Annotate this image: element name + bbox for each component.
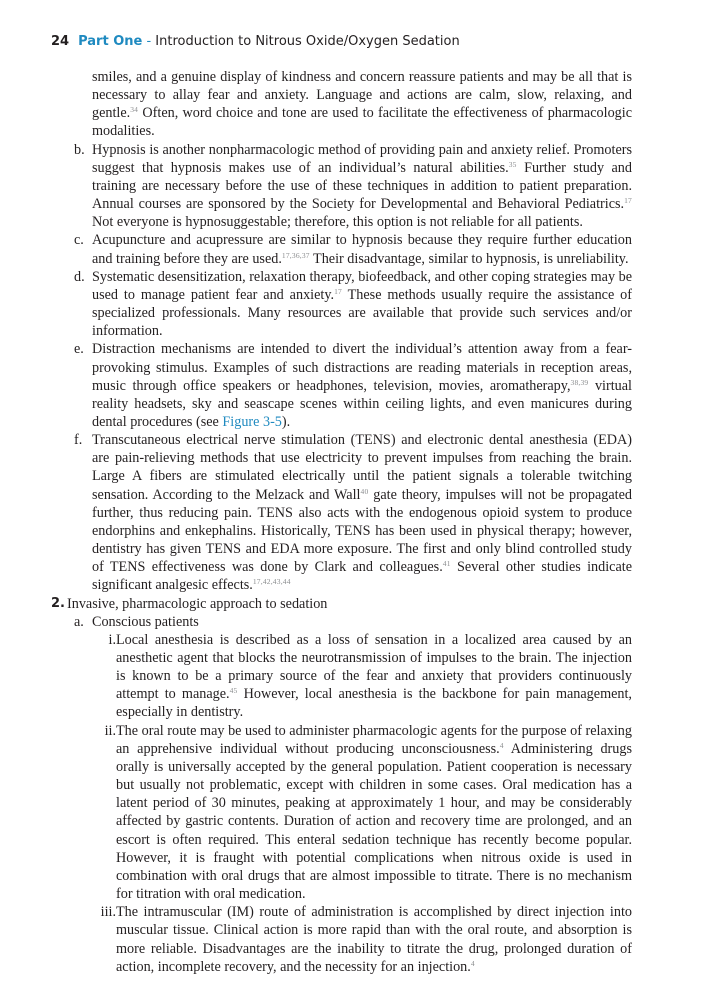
header-separator: - [142,34,156,49]
reference-marker: 41 [442,559,451,569]
reference-marker: 45 [229,686,238,696]
list-marker: b. [74,141,85,158]
list-item-2 [51,595,632,613]
figure-link[interactable]: Figure 3-5 [222,413,282,430]
list-item-e [74,340,632,431]
list-item-ii [92,722,632,904]
list-marker: e. [74,341,84,358]
subsection-heading: Conscious patients [92,613,199,630]
list-item-i [92,631,632,722]
list-item-text: The oral route may be used to administer pharmacologic agents for the purpose of relaxing an apprehensive individual without producing unconsciousness.$^4$ Administering drugs orally is universally accepted by the general population. Patient cooperation is necessary but usually not problematic, except with children in some cases. Oral medication has a latent period of 30 minutes, peaking at approximately 1 hour, and may be considerably affected by gastric contents. Duration of action and recovery time are prolonged, and an escort is often required. This enteral sedation technique has recently become popular. However, it is fraught with potential complications when nitrous oxide is used in combination with oral drugs that are almost impossible to titrate. There is no mechanism for titration with oral medication. [116,722,632,903]
list-marker: c. [74,232,84,249]
list-marker: a. [74,613,84,630]
reference-marker: 17,42,43,44 [252,577,291,587]
reference-marker: 38,39 [570,377,589,387]
page-number: 24 [51,34,70,49]
continued-paragraph: smiles, and a genuine display of kindness and concern reassure patients and may be all that is necessary to allay fear and anxiety. Language and actions are calm, slow, relaxing, and gentle.$^{34}$ Often, word choice and tone are used to facilitate the effectiveness of pharmacologic modalities. [92,69,632,140]
list-item-text: Distraction mechanisms are intended to divert the individual’s attention away from a fear-provoking stimulus. Examples of such distractions are reading materials in reception areas, music through office speakers or headphones, television, movies, aromatherapy,$^{38,39}$ virtual reality headsets, sky and seascape scenes within ceiling lights, and even manicures during dental procedures (see Figure 3-5). [92,341,632,430]
part-label: Part One [78,34,143,49]
list-item-text: Local anesthesia is described as a loss of sensation in a localized area caused by an anesthetic agent that blocks the neurotransmission of impulses to the brain. The injection is known to be a primary source of the fear and anxiety that providers continuously attempt to manage.$^{45}$ However, local anesthesia is the backbone for pain management, especially in dentistry. [116,631,632,721]
list-item-text: Hypnosis is another nonpharmacologic method of providing pain and anxiety relief. Promoters suggest that hypnosis makes use of an individual’s natural abilities.$^{35}$ Further study and training are necessary before the use of these techniques in addition to patient preparation. Annual courses are sponsored by the Society for Developmental and Behavioral Pediatrics.$^{17}$ Not everyone is hypnosuggestable; therefore, this option is not reliable for all patients. [92,141,632,231]
reference-marker: 17 [624,196,632,206]
reference-marker: 17,36,37 [281,250,310,260]
page-body [0,68,702,976]
list-item-2a [74,613,632,631]
section-heading: Invasive, pharmacologic approach to sedation [67,595,328,612]
list-item-text: Acupuncture and acupressure are similar to hypnosis because they require further education and training before they are used.$^{17,36,37}$ Their disadvantage, similar to hypnosis, is unreliability. [92,232,632,267]
reference-marker: 40 [360,486,369,496]
chapter-title: Introduction to Nitrous Oxide/Oxygen Sedation [155,34,460,49]
list-item-c [74,231,632,267]
reference-marker: 17 [334,286,342,296]
reference-marker: 34 [130,105,139,115]
list-item-text: The intramuscular (IM) route of administration is accomplished by direct injection into muscular tissue. Clinical action is more rapid than with the oral route, and absorption is more reliable. Disadvantages are the inability to titrate the drug, prolonged duration of action, incomplete recovery, and the necessity for an injection.$^4$ [116,904,632,975]
list-marker: d. [74,268,85,285]
list-item-iii [92,903,632,976]
list-item-text: Systematic desensitization, relaxation therapy, biofeedback, and other coping strategies may be used to manage patient fear and anxiety.$^{17}$ These methods usually require the assistance of specialized professionals. Many resources are available that provide such services and/or information. [92,268,632,340]
list-marker: ii. [104,722,116,739]
list-item-f [74,431,632,594]
list-marker: iii. [100,904,116,921]
reference-marker: 4 [470,958,475,968]
running-head [51,34,460,50]
list-marker: 2. [51,595,65,611]
list-item-d [74,268,632,341]
list-marker: i. [108,631,116,648]
list-item-text: Transcutaneous electrical nerve stimulation (TENS) and electronic dental anesthesia (EDA) are pain-relieving methods that use electricity to prevent impulses from reaching the brain. Large A fibers are stimulated electrically until the patient signals a tolerable twitching sensation. According to the Melzack and Wall$^{40}$ gate theory, impulses will not be propagated further, thus reducing pain. TENS also acts with the endogenous opioid system to produce endorphins and enkephalins. Historically, TENS has been used in physical therapy; however, dentistry has given TENS and EDA more exposure. The first and only blind controlled study of TENS effectiveness was done by Clark and colleagues.$^{41}$ Several other studies indicate significant analgesic effects.$^{17,42,43,44}$ [92,432,633,594]
list-marker: f. [74,432,83,449]
reference-marker: 4 [499,740,504,750]
list-item-b [74,141,632,232]
reference-marker: 35 [508,159,517,169]
